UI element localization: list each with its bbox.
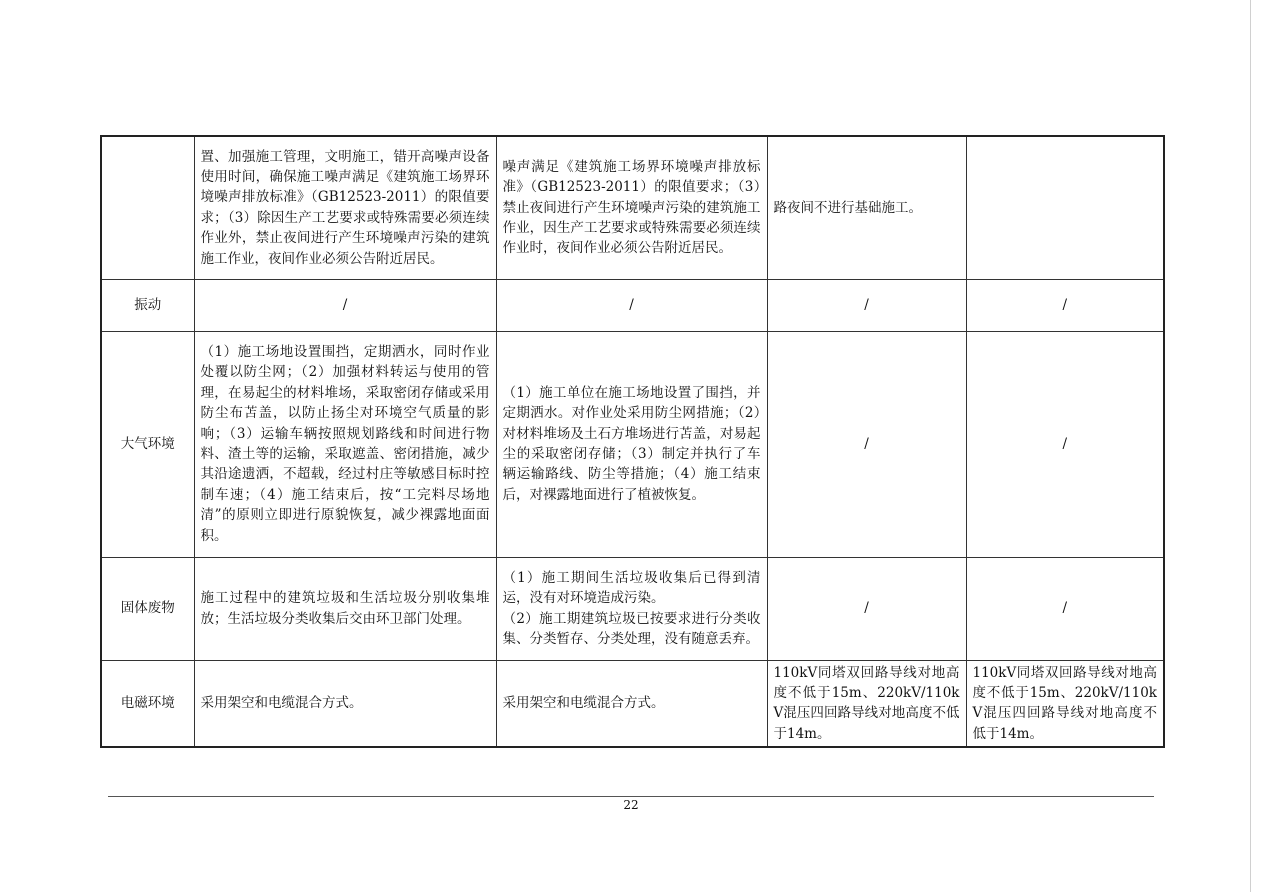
category-cell: 固体废物 <box>101 557 194 660</box>
implementation-cell: / <box>496 279 767 331</box>
actual-cell <box>966 136 1164 279</box>
table-row-noise-continued <box>101 136 1164 279</box>
actual-cell: / <box>966 557 1164 660</box>
table-row-atmosphere <box>101 331 1164 557</box>
approval-cell: 110kV同塔双回路导线对地高度不低于15m、220kV/110kV混压四回路导线对地高度不低于14m。 <box>767 660 966 747</box>
category-cell <box>101 136 194 279</box>
eia-requirement-cell: 置、加强施工管理，文明施工，错开高噪声设备使用时间，确保施工噪声满足《建筑施工场界环境噪声排放标准》（GB12523-2011）的限值要求；（3）除因生产工艺要求或特殊需要必须连续作业外，禁止夜间进行产生环境噪声污染的建筑施工作业，夜间作业必须公告附近居民。 <box>194 136 496 279</box>
actual-cell: 110kV同塔双回路导线对地高度不低于15m、220kV/110kV混压四回路导线对地高度不低于14m。 <box>966 660 1164 747</box>
approval-cell: / <box>767 557 966 660</box>
footer-divider <box>108 796 1154 797</box>
category-cell: 振动 <box>101 279 194 331</box>
implementation-cell: 噪声满足《建筑施工场界环境噪声排放标准》（GB12523-2011）的限值要求；（3）禁止夜间进行产生环境噪声污染的建筑施工作业，因生产工艺要求或特殊需要必须连续作业时，夜间作业必须公告附近居民。 <box>496 136 767 279</box>
eia-requirement-cell: / <box>194 279 496 331</box>
implementation-cell <box>496 557 767 660</box>
approval-cell: / <box>767 279 966 331</box>
category-cell: 大气环境 <box>101 331 194 557</box>
implementation-cell: （1）施工单位在施工场地设置了围挡，并定期洒水。对作业处采用防尘网措施；（2）对材料堆场及土石方堆场进行苫盖，对易起尘的采取密闭存储；（3）制定并执行了车辆运输路线、防尘等措施；（4）施工结束后，对裸露地面进行了植被恢复。 <box>496 331 767 557</box>
page-number: 22 <box>623 798 639 812</box>
table-row-electromagnetic <box>101 660 1164 747</box>
measures-table <box>100 135 1165 748</box>
table-row-vibration <box>101 279 1164 331</box>
page-edge-rule <box>1250 0 1251 892</box>
actual-cell: / <box>966 331 1164 557</box>
table-row-solid-waste <box>101 557 1164 660</box>
approval-cell: 路夜间不进行基础施工。 <box>767 136 966 279</box>
category-cell: 电磁环境 <box>101 660 194 747</box>
eia-requirement-cell: （1）施工场地设置围挡，定期洒水，同时作业处覆以防尘网；（2）加强材料转运与使用的管理，在易起尘的材料堆场，采取密闭存储或采用防尘布苫盖，以防止扬尘对环境空气质量的影响；（3）运输车辆按照规划路线和时间进行物料、渣土等的运输，采取遮盖、密闭措施，减少其沿途遗洒，不超载，经过村庄等敏感目标时控制车速；（4）施工结束后，按“工完料尽场地清”的原则立即进行原貌恢复，减少裸露地面面积。 <box>194 331 496 557</box>
actual-cell: / <box>966 279 1164 331</box>
implementation-item-2: （2）施工期建筑垃圾已按要求进行分类收集、分类暂存、分类处理，没有随意丢弃。 <box>502 610 761 647</box>
approval-cell: / <box>767 331 966 557</box>
eia-requirement-cell: 采用架空和电缆混合方式。 <box>194 660 496 747</box>
implementation-cell: 采用架空和电缆混合方式。 <box>496 660 767 747</box>
implementation-item-1: （1）施工期间生活垃圾收集后已得到清运，没有对环境造成污染。 <box>502 569 761 607</box>
eia-requirement-cell: 施工过程中的建筑垃圾和生活垃圾分别收集堆放；生活垃圾分类收集后交由环卫部门处理。 <box>194 557 496 660</box>
